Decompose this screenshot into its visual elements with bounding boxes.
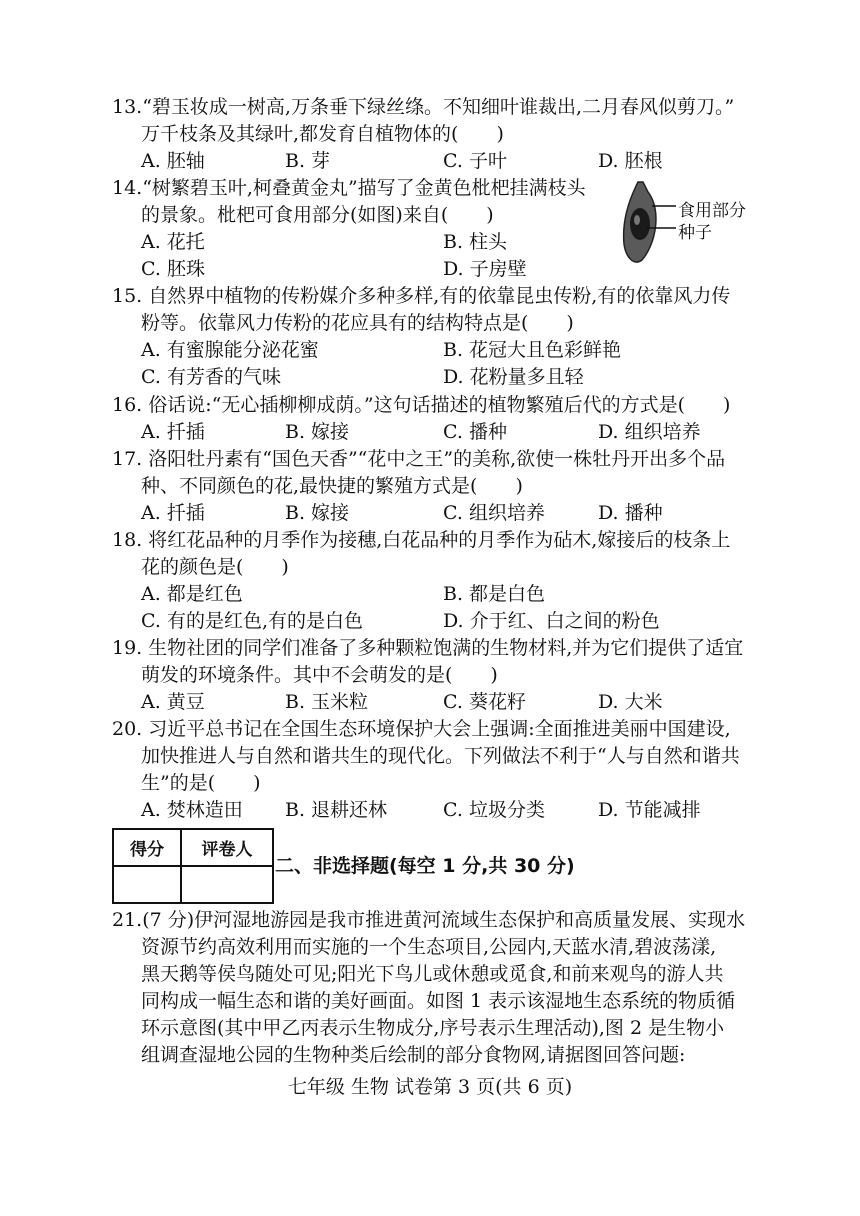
option-a: A. 扦插 — [141, 502, 205, 524]
option-a: A. 焚林造田 — [141, 799, 243, 821]
question-text: 加快推进人与自然和谐共生的现代化。下列做法不利于“人与自然和谐共 — [141, 745, 740, 767]
option-c: C. 胚珠 — [141, 258, 205, 280]
question-16 — [112, 392, 730, 446]
score-cell — [113, 866, 181, 903]
question-text: 万千枝条及其绿叶,都发育自植物体的( ) — [141, 123, 504, 145]
options-row — [112, 500, 725, 527]
grader-header: 评卷人 — [181, 829, 273, 866]
options-row — [112, 256, 586, 283]
option-c: C. 有的是红色,有的是白色 — [141, 610, 363, 632]
option-c: C. 组织培养 — [443, 502, 545, 524]
page-footer: 七年级 生物 试卷第 3 页(共 6 页) — [287, 1076, 573, 1098]
question-text: 萌发的环境条件。其中不会萌发的是( ) — [141, 664, 498, 686]
question-text: 生”的是( ) — [141, 772, 261, 794]
question-text: 16. 俗话说:“无心插柳柳成荫。”这句话描述的植物繁殖后代的方式是( ) — [112, 394, 731, 416]
option-d: D. 组织培养 — [598, 421, 701, 443]
question-text: 17. 洛阳牡丹素有“国色天香”“花中之王”的美称,欲使一株牡丹开出多个品 — [112, 448, 726, 470]
options-row — [112, 608, 730, 635]
option-b: B. 嫁接 — [285, 502, 350, 524]
question-text: 黑天鹅等侯鸟随处可见;阳光下鸟儿或休憩或觅食,和前来观鸟的游人共 — [141, 963, 724, 985]
option-d: D. 介于红、白之间的粉色 — [443, 610, 660, 632]
option-c: C. 垃圾分类 — [443, 799, 545, 821]
question-21 — [112, 907, 745, 1069]
question-14 — [112, 175, 586, 283]
options-row — [112, 229, 586, 256]
options-row — [112, 689, 743, 716]
option-d: D. 节能减排 — [598, 799, 701, 821]
option-b: B. 花冠大且色彩鲜艳 — [443, 339, 622, 361]
options-row — [112, 419, 730, 446]
figure-label-edible-part: 食用部分 — [678, 201, 746, 221]
question-15 — [112, 283, 730, 391]
question-text: 20. 习近平总书记在全国生态环境保护大会上强调:全面推进美丽中国建设, — [112, 718, 731, 740]
question-text: 19. 生物社团的同学们准备了多种颗粒饱满的生物材料,并为它们提供了适宜 — [112, 637, 744, 659]
option-d: D. 大米 — [598, 691, 663, 713]
option-b: B. 柱头 — [443, 231, 508, 253]
question-20 — [112, 716, 740, 824]
options-row — [112, 337, 730, 364]
options-row — [112, 364, 730, 391]
option-a: A. 花托 — [141, 231, 205, 253]
question-text: 组调查湿地公园的生物种类后绘制的部分食物网,请据图回答问题: — [141, 1044, 686, 1066]
option-c: C. 播种 — [443, 421, 507, 443]
option-d: D. 胚根 — [598, 150, 663, 172]
score-header: 得分 — [113, 829, 181, 866]
option-d: D. 子房壁 — [443, 258, 527, 280]
option-c: C. 子叶 — [443, 150, 507, 172]
option-a: A. 扦插 — [141, 421, 205, 443]
option-a: A. 胚轴 — [141, 150, 205, 172]
score-table — [112, 828, 274, 904]
options-row — [112, 797, 740, 824]
option-a: A. 都是红色 — [141, 583, 243, 605]
question-text: 环示意图(其中甲乙丙表示生物成分,序号表示生理活动),图 2 是生物小 — [141, 1017, 725, 1039]
question-13 — [112, 94, 734, 175]
question-text: 14.“树繁碧玉叶,柯叠黄金丸”描写了金黄色枇杷挂满枝头 — [112, 177, 586, 199]
question-text: 13.“碧玉妆成一树高,万条垂下绿丝绦。不知细叶谁裁出,二月春风似剪刀。” — [112, 96, 735, 118]
option-a: A. 黄豆 — [141, 691, 205, 713]
option-b: B. 芽 — [285, 150, 331, 172]
question-text: 18. 将红花品种的月季作为接穗,白花品种的月季作为砧木,嫁接后的枝条上 — [112, 529, 731, 551]
question-text: 种、不同颜色的花,最快捷的繁殖方式是( ) — [141, 475, 523, 497]
question-text: 粉等。依靠风力传粉的花应具有的结构特点是( ) — [141, 312, 574, 334]
options-row — [112, 581, 730, 608]
option-b: B. 玉米粒 — [285, 691, 369, 713]
question-text: 同构成一幅生态和谐的美好画面。如图 1 表示该湿地生态系统的物质循 — [141, 990, 736, 1012]
question-text: 21.(7 分)伊河湿地游园是我市推进黄河流域生态保护和高质量发展、实现水 — [112, 909, 746, 931]
option-b: B. 退耕还林 — [285, 799, 388, 821]
option-b: B. 都是白色 — [443, 583, 546, 605]
figure-label-seed: 种子 — [678, 223, 712, 243]
loquat-figure — [612, 178, 762, 268]
question-text: 15. 自然界中植物的传粉媒介多种多样,有的依靠昆虫传粉,有的依靠风力传 — [112, 285, 731, 307]
question-text: 的景象。枇杷可食用部分(如图)来自( ) — [141, 204, 494, 226]
options-row — [112, 148, 734, 175]
option-d: D. 花粉量多且轻 — [443, 366, 584, 388]
option-b: B. 嫁接 — [285, 421, 350, 443]
option-d: D. 播种 — [598, 502, 663, 524]
option-a: A. 有蜜腺能分泌花蜜 — [141, 339, 319, 361]
section-title: 二、非选择题(每空 1 分,共 30 分) — [275, 855, 575, 877]
option-c: C. 葵花籽 — [443, 691, 526, 713]
question-19 — [112, 635, 743, 716]
option-c: C. 有芳香的气味 — [141, 366, 281, 388]
question-text: 花的颜色是( ) — [141, 556, 289, 578]
question-18 — [112, 527, 730, 635]
question-17 — [112, 446, 725, 527]
grader-cell — [181, 866, 273, 903]
question-text: 资源节约高效利用而实施的一个生态项目,公园内,天蓝水清,碧波荡漾, — [141, 936, 717, 958]
